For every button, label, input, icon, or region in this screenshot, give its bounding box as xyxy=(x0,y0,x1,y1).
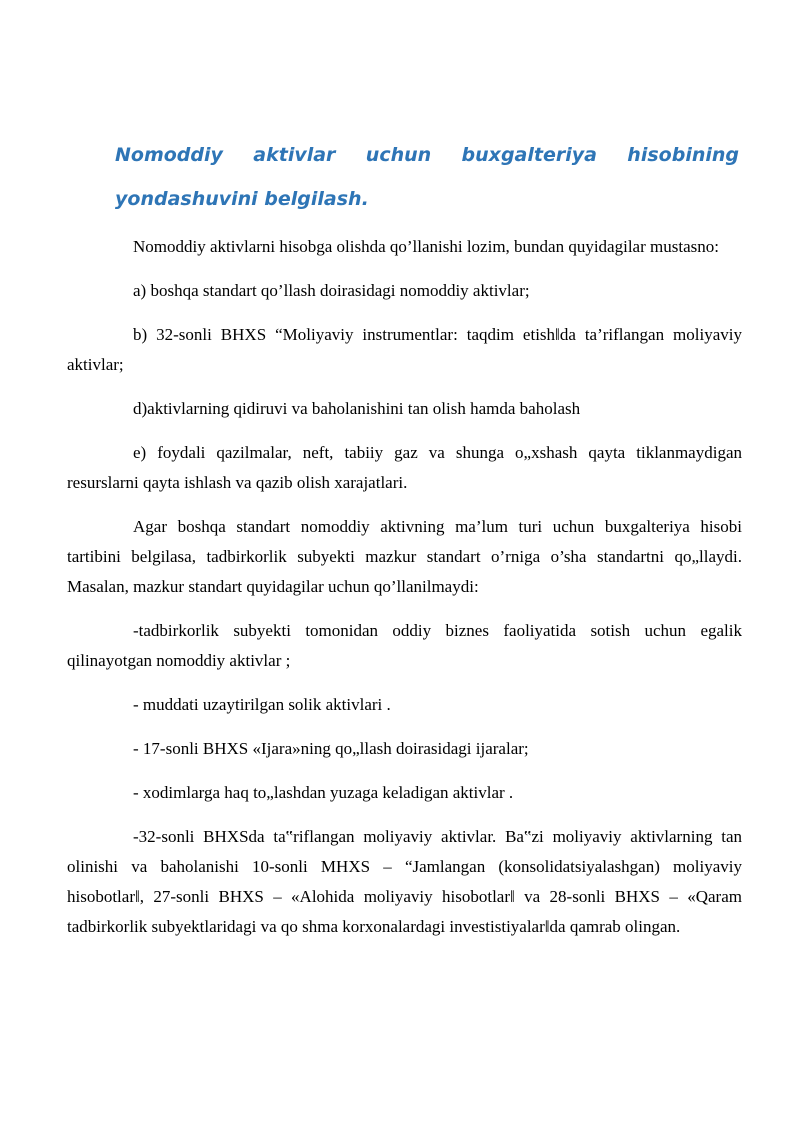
paragraph-item-a: a) boshqa standart qo’llash doirasidagi nomoddiy aktivlar; xyxy=(133,281,530,300)
paragraph-item-e: e) foydali qazilmalar, neft, tabiiy gaz va shunga o„xshash qayta tiklanmaydigan resurslarni qayta ishlash va qazib olish xarajatlari. xyxy=(67,443,742,492)
paragraph-exclusion-1: -tadbirkorlik subyekti tomonidan oddiy biznes faoliyatida sotish uchun egalik qilinayotgan nomoddiy aktivlar ; xyxy=(67,621,742,670)
section-heading xyxy=(115,133,739,221)
heading-line-1: Nomoddiy aktivlar uchun buxgalteriya hisobining xyxy=(115,144,739,166)
paragraph-exclusion-3: - 17-sonli BHXS «Ijara»ning qo„llash doirasidagi ijaralar; xyxy=(133,739,529,758)
paragraph-exclusion-4: - xodimlarga haq to„lashdan yuzaga keladigan aktivlar . xyxy=(133,783,514,802)
document-body xyxy=(67,232,742,956)
paragraph-item-d: d)aktivlarning qidiruvi va baholanishini tan olish hamda baholash xyxy=(133,399,581,418)
heading-line-2: yondashuvini belgilash. xyxy=(115,188,369,210)
paragraph-other-standard: Agar boshqa standart nomoddiy aktivning ma’lum turi uchun buxgalteriya hisobi tartibini belgilasa, tadbirkorlik subyekti mazkur standart o’rniga o’sha standartni qo„llaydi. Masalan, mazkur standart quyidagilar uchun qo’llanilmaydi: xyxy=(67,517,742,596)
paragraph-intro: Nomoddiy aktivlarni hisobga olishda qo’llanishi lozim, bundan quyidagilar mustasno: xyxy=(133,237,719,256)
paragraph-exclusion-2: - muddati uzaytirilgan solik aktivlari . xyxy=(133,695,391,714)
paragraph-exclusion-5: -32-sonli BHXSda ta‟riflangan moliyaviy aktivlar. Ba‟zi moliyaviy aktivlarning tan olinishi va baholanishi 10-sonli MHXS – “Jamlangan (konsolidatsiyalashgan) moliyaviy hisobotlar‖, 27-sonli BHXS – «Alohida moliyaviy hisobotlar‖ va 28-sonli BHXS – «Qaram tadbirkorlik subyektlaridagi va qo shma korxonalardagi investistiyalar‖da qamrab olingan. xyxy=(67,827,742,936)
paragraph-item-b: b) 32-sonli BHXS “Moliyaviy instrumentlar: taqdim etish‖da ta’riflangan moliyaviy aktivlar; xyxy=(67,325,742,374)
